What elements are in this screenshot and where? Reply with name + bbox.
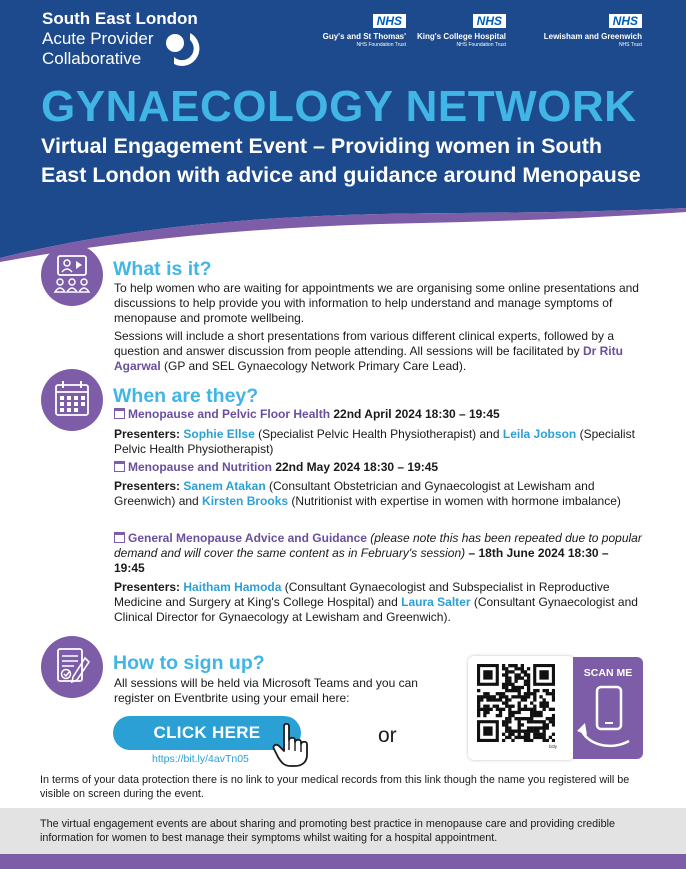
presenters-label: Presenters: <box>114 580 181 594</box>
presenters-label: Presenters: <box>114 479 181 493</box>
session-title: Menopause and Pelvic Floor Health <box>128 407 331 421</box>
facilitator-name: Dr Ritu Agarwal <box>114 344 623 373</box>
collaborative-line3: Collaborative <box>42 49 142 68</box>
what-paragraph-2 <box>114 329 642 374</box>
trust-suffix: NHS Foundation Trust <box>456 42 506 48</box>
presenter-name: Sophie Ellse <box>183 427 255 441</box>
nhs-logo: NHS <box>373 14 406 28</box>
presenter-name: Sanem Atakan <box>183 479 266 493</box>
nhs-logo: NHS <box>473 14 506 28</box>
session-date: – 18th June 2024 18:30 – 19:45 <box>114 546 609 575</box>
footer-text: The virtual engagement events are about sharing and promoting best practice in menopause care and providing credible information for women to best manage their symptoms whilst waiting for a hospital appointment. <box>40 818 615 844</box>
presenters-label: Presenters: <box>114 427 181 441</box>
footer-info-box <box>0 808 686 854</box>
session-1-presenters <box>114 427 642 457</box>
presenter-role: (Consultant Gynaecologist and Subspecialist in Reproductive Medicine and Surgery at King's College Hospital) and <box>114 580 610 609</box>
session-2-presenters <box>114 479 642 509</box>
qr-code-graphic <box>477 664 555 742</box>
what-paragraph-1: To help women who are waiting for appointments we are organising some online presentations and discussions to help provide you with information to help understand and manage symptoms of menopause and promote wellbeing. <box>114 281 639 325</box>
session-date: 22nd May 2024 18:30 – 19:45 <box>272 460 439 474</box>
pointer-hand-icon <box>270 722 312 768</box>
presenter-name: Haitham Hamoda <box>183 580 282 594</box>
page-subtitle: Virtual Engagement Event – Providing women in South East London with advice and guidance around Menopause <box>41 134 641 187</box>
form-signup-icon <box>41 636 103 698</box>
page-title: GYNAECOLOGY NETWORK <box>41 82 637 131</box>
section-heading-what: What is it? <box>113 258 212 280</box>
trust-name: Guy's and St Thomas' <box>322 32 406 41</box>
session-3-title <box>114 531 642 576</box>
calendar-small-icon <box>114 408 125 419</box>
session-date: 22nd April 2024 18:30 – 19:45 <box>330 407 500 421</box>
trust-suffix: NHS Foundation Trust <box>356 42 406 48</box>
presenter-role: (Consultant Obstetrician and Gynaecologist at Lewisham and Greenwich) and <box>114 479 595 508</box>
trust-name: Lewisham and Greenwich <box>543 32 642 41</box>
privacy-notice: In terms of your data protection there is no link to your medical records from this link though the name you registered will be visible on screen during the event. <box>40 774 630 800</box>
presentation-icon <box>41 244 103 306</box>
bitly-label: bitly <box>549 744 558 749</box>
section-heading-signup: How to sign up? <box>113 652 265 674</box>
trust-suffix: NHS Trust <box>618 42 642 48</box>
scan-me-panel <box>573 657 643 759</box>
trust-name: King's College Hospital <box>416 32 506 41</box>
presenter-name: Kirsten Brooks <box>202 494 289 508</box>
or-label: or <box>378 724 397 747</box>
presenter-role: (Consultant Gynaecologist and Clinical Director for Gynaecology at Lewisham and Greenwich). <box>114 595 638 624</box>
click-here-button[interactable]: CLICK HERE <box>113 716 301 750</box>
calendar-icon <box>41 369 103 431</box>
session-note: (please note this has been repeated due to popular demand and will cover the same content as in February's session) <box>114 531 642 560</box>
what-text: (GP and SEL Gynaecology Network Primary Care Lead). <box>160 359 467 373</box>
presenter-role: (Specialist Pelvic Health Physiotherapist) <box>114 427 635 456</box>
collaborative-logo-icon <box>164 30 200 66</box>
session-1-title <box>114 407 642 422</box>
presenter-role: (Specialist Pelvic Health Physiotherapist) and <box>254 427 503 441</box>
signup-text: All sessions will be held via Microsoft Teams and you can register on Eventbrite using your email here: <box>114 676 418 705</box>
presenter-name: Laura Salter <box>401 595 471 609</box>
presenter-role: (Nutritionist with expertise in women with hormone imbalance) <box>288 494 621 508</box>
trust-logo-lewisham <box>520 12 642 49</box>
session-title: Menopause and Nutrition <box>128 460 272 474</box>
session-title: General Menopause Advice and Guidance <box>128 531 367 545</box>
phone-scan-icon <box>573 657 643 759</box>
collaborative-line1: South East London <box>42 9 198 28</box>
nhs-logo: NHS <box>609 14 642 28</box>
qr-code[interactable] <box>468 656 574 760</box>
trust-logo-gstt <box>270 12 406 49</box>
session-3-presenters <box>114 580 642 625</box>
eventbrite-short-link[interactable]: https://bit.ly/4avTn05 <box>152 753 249 765</box>
section-heading-when: When are they? <box>113 385 259 407</box>
trust-logo-kings <box>396 12 506 49</box>
presenter-name: Leila Jobson <box>502 427 577 441</box>
calendar-small-icon <box>114 532 125 543</box>
header-banner <box>0 0 686 262</box>
bottom-bar <box>0 854 686 869</box>
what-text: Sessions will include a short presentations from various different clinical experts, followed by a question and answer discussion from people attending. All sessions will be facilitated by <box>114 329 615 358</box>
session-2-title <box>114 460 642 475</box>
collaborative-line2: Acute Provider <box>42 29 154 48</box>
scan-me-label: SCAN ME <box>583 667 633 679</box>
calendar-small-icon <box>114 461 125 472</box>
